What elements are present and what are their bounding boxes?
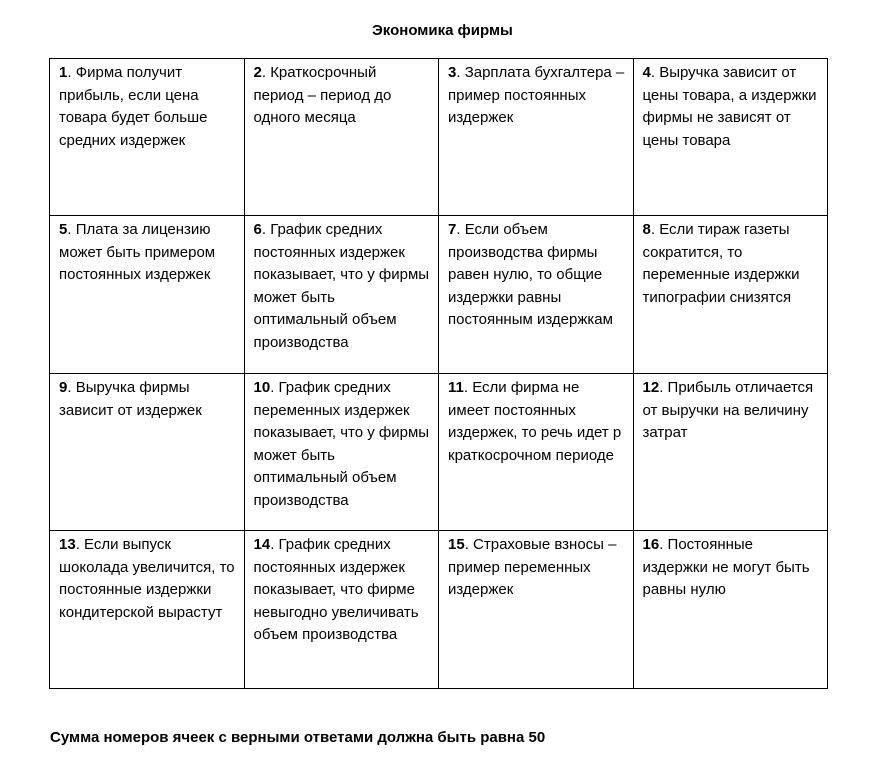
cell-text: Выручка фирмы зависит от издержек [59, 379, 202, 419]
cell-number: 6 [253, 221, 262, 238]
cell-number: 3 [448, 64, 457, 81]
cell-number: 10 [253, 379, 271, 396]
cell-text: График средних постоянных издержек показывает, что у фирмы может быть оптимальный объем производства [253, 221, 430, 351]
cell-text: Постоянные издержки не могут быть равны нулю [642, 536, 810, 599]
cell-number: 14 [253, 536, 271, 553]
cell-number: 11 [448, 379, 464, 396]
cell-text: Если объем производства фирмы равен нулю, то общие издержки равны постоянным издержкам [448, 221, 613, 329]
cell-number: 5 [59, 221, 68, 238]
footer-note: Сумма номеров ячеек с верными ответами должна быть равна 50 [50, 729, 546, 746]
cell-number: 9 [59, 379, 68, 396]
cell-number: 16 [642, 536, 660, 553]
cell-text: Фирма получит прибыль, если цена товара будет больше средних издержек [59, 64, 208, 149]
cell-text: Если тираж газеты сократится, то переменные издержки типографии снизятся [642, 221, 800, 306]
page-title: Экономика фирмы [372, 22, 513, 39]
cell-number: 13 [59, 536, 76, 553]
cell-number: 8 [642, 221, 651, 238]
cell-text: Если фирма не имеет постоянных издержек, то речь идет р краткосрочном периоде [448, 379, 622, 464]
statement-cell: 6. График средних постоянных издержек показывает, что у фирмы может быть оптимальный объем производства [244, 216, 439, 374]
statement-cell: 11. Если фирма не имеет постоянных издержек, то речь идет р краткосрочном периоде [439, 374, 634, 531]
statement-cell: 9. Выручка фирмы зависит от издержек [50, 374, 245, 531]
statement-cell: 13. Если выпуск шоколада увеличится, то постоянные издержки кондитерской вырастут [50, 531, 245, 689]
cell-number: 7 [448, 221, 457, 238]
grid-row [50, 531, 828, 689]
statement-cell: 14. График средних постоянных издержек показывает, что фирме невыгодно увеличивать объем производства [244, 531, 439, 689]
statement-cell: 4. Выручка зависит от цены товара, а издержки фирмы не зависят от цены товара [633, 59, 828, 216]
cell-text: Выручка зависит от цены товара, а издержки фирмы не зависят от цены товара [642, 64, 817, 149]
statement-cell: 1. Фирма получит прибыль, если цена товара будет больше средних издержек [50, 59, 245, 216]
statement-cell: 15. Страховые взносы – пример переменных издержек [439, 531, 634, 689]
cell-number: 4 [642, 64, 651, 81]
cell-text: Краткосрочный период – период до одного месяца [253, 64, 392, 127]
statement-cell: 5. Плата за лицензию может быть примером постоянных издержек [50, 216, 245, 374]
cell-text: График средних постоянных издержек показывает, что фирме невыгодно увеличивать объем производства [253, 536, 419, 644]
grid-row [50, 216, 828, 374]
statement-cell: 8. Если тираж газеты сократится, то переменные издержки типографии снизятся [633, 216, 828, 374]
statement-cell: 12. Прибыль отличается от выручки на величину затрат [633, 374, 828, 531]
cell-text: Страховые взносы – пример переменных издержек [448, 536, 617, 599]
cell-text: Если выпуск шоколада увеличится, то постоянные издержки кондитерской вырастут [59, 536, 235, 621]
statement-cell: 2. Краткосрочный период – период до одного месяца [244, 59, 439, 216]
cell-text: График средних переменных издержек показывает, что у фирмы может быть оптимальный объем производства [253, 379, 430, 509]
statement-cell: 10. График средних переменных издержек показывает, что у фирмы может быть оптимальный объем производства [244, 374, 439, 531]
cell-text: Плата за лицензию может быть примером постоянных издержек [59, 221, 216, 284]
cell-number: 1 [59, 64, 68, 81]
statement-cell: 3. Зарплата бухгалтера – пример постоянных издержек [439, 59, 634, 216]
grid-row [50, 374, 828, 531]
cell-text: Прибыль отличается от выручки на величину затрат [642, 379, 814, 442]
cell-number: 12 [642, 379, 660, 396]
cell-text: Зарплата бухгалтера – пример постоянных издержек [448, 64, 625, 127]
grid-row [50, 59, 828, 216]
statement-cell: 7. Если объем производства фирмы равен нулю, то общие издержки равны постоянным издержкам [439, 216, 634, 374]
statements-grid [49, 58, 828, 689]
cell-number: 15 [448, 536, 465, 553]
statement-cell: 16. Постоянные издержки не могут быть равны нулю [633, 531, 828, 689]
cell-number: 2 [253, 64, 262, 81]
